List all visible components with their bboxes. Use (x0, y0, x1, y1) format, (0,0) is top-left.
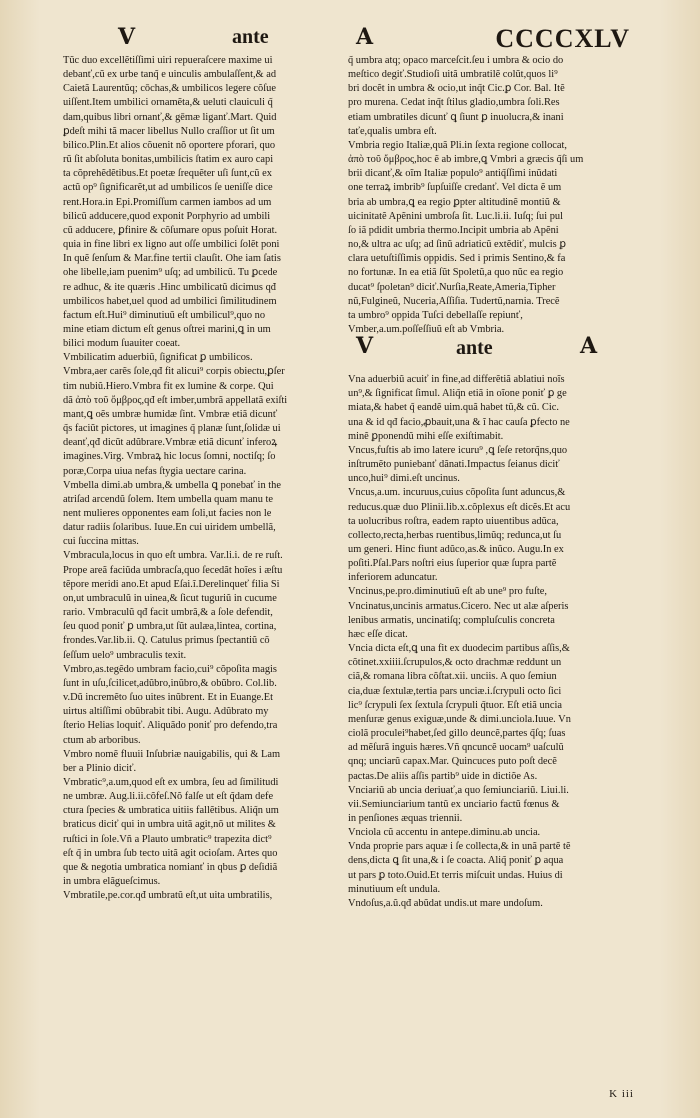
header-word: ante (232, 26, 269, 48)
text-line: Vnda proprie pars aquæ i ſe collecta,& in unã partẽ tẽ (348, 841, 571, 853)
text-line: uicinitatẽ Apẽnini umbroſa ſit. Luc.li.ii. Iuſq; ſui pul (348, 210, 563, 222)
section-subheader (348, 333, 630, 373)
text-line: factum eſt.Hui⁹ diminutiuũ eſt umbilicul⁹,quo no (63, 309, 266, 321)
text-line: debanť,cũ ex urbe tanq̃ e uinculis ambulaſſent,& ad (63, 69, 277, 81)
text-line: Vncus,a.um. incuruus,cuius cõpoſita ſunt aduncus,& (348, 487, 566, 499)
right-column (348, 54, 630, 911)
text-line: ducat⁹ ſpoletan⁹ diciť.Nurſia,Reate,Ameria,Tipher (348, 281, 556, 293)
text-line: Prope areã faciũda umbracſa,quo ſecedãt hoĩes i æſtu (63, 564, 283, 576)
text-line: ne umbræ. Aug.li.ii.cõfeſ.Nõ falſe ut eſt q̃dam defe (63, 791, 274, 803)
text-line: cõtinet.xxiiii.ſcrupulos,& octo drachmæ reddunt un (348, 657, 562, 669)
text-line: ctura ſpecies & umbratica uitiis fallẽtibus. Aliq̃n um (63, 805, 279, 817)
text-line: bilico.Plin.Et alios cõuenit nõ oportere pforari, quo (63, 139, 276, 151)
text-line: dã ἀπὸ τοῦ ὄμβρος,qđ eſt imber,umbrã appellatã exiſti (63, 394, 288, 406)
text-line: q̃s faciũt pictores, ut imagines q̃ planæ ſunt,ſolidæ ui (63, 423, 281, 435)
text-line: frondes.Var.lib.ii. Q. Catulus primus ſpectantiũ cõ (63, 635, 270, 647)
text-line: actũ op⁹ ſignificarẽt,ut ad umbilicos ſe ueniſſe dice (63, 182, 273, 194)
text-line: deanť,qđ dicũt adũbrare.Vmbræ etiã dicunť inferoꝝ (63, 437, 278, 449)
text-line: miata,& habet q̃ eandẽ uim.quã habet tũ,& cũ. Cic. (348, 402, 559, 414)
text-line: Vncus,fuſtis ab imo latere icuru⁹ ,ꝗ ſeſe retorq̃ns,quo (348, 444, 568, 456)
signature-mark: K iii (609, 1088, 634, 1100)
text-line: uiſſent.Item umbilici ornamẽta,& ueluti clauiculi q̃ (63, 97, 273, 109)
text-line: Vncia dicta eſt,ꝗ una fit ex duodecim partibus aſſis,& (348, 643, 570, 655)
text-line: clara uetuſtiſſimis oppidis. Sed i primis Sentino,& fa (348, 253, 566, 265)
text-line: cũ adducere, ꝑfinire & cõſumare opus poſuit Horat. (63, 224, 278, 236)
text-line: dens,dicta ꝗ ſit una,& i ſe coacta. Aliq̃ poniť ꝑ aqua (348, 855, 564, 867)
text-line: Caietã Laurentũq; cōchas,& umbilicos legere cõſue (63, 83, 276, 95)
text-line: cui ſuccina mittas. (63, 536, 139, 548)
text-line: bilicũ adducere,quod exponit Porphyrio ad umbili (63, 210, 271, 222)
text-line: dam,quibus libri ornanť,& gēmæ liganť.Mart. Quid (63, 111, 277, 123)
text-line: taťe,qualis umbra eſt. (348, 125, 437, 137)
header-initial-right: A (356, 24, 372, 50)
text-line: pro murena. Cedat inq̃t ſtilus gladio,umbra ſoli.Res (348, 97, 560, 109)
text-line: reducus.quæ duo Plinii.lib.x.cõplexus eſt dicẽs.Et acu (348, 501, 571, 513)
text-line: rũ ſit abſoluta bonitas,umbilicis ſtatim ex auro capi (63, 154, 274, 166)
text-line: ta uolucribus roſtra, eadem rapto uiuentibus adũca, (348, 515, 559, 527)
text-line: quia in fine libri ex ligno aut oſſe umbilici ſolẽt poni (63, 239, 280, 251)
text-line: in penſiones æquas triennii. (348, 812, 463, 824)
text-line: braticus diciť qui in umbra uitã agit,nõ ut milites & (63, 819, 276, 831)
text-line: ἀπὸ τοῦ ὄμβρος,hoc ẽ ab imbre,ꝗ Vmbri a græcis q̃ſi um (348, 154, 584, 166)
text-line: Vmber,a.um.poſſeſſiuũ eſt ab Vmbria. (348, 323, 505, 335)
text-line: uirtus altiſſimi obũbrabit tibi. Augu. Adũbrato my (63, 706, 269, 718)
text-line: meſtico degiť.Studioſi uitã umbratilẽ colũt,quos li⁹ (348, 69, 558, 81)
text-line: datur radiis ſolaribus. Iuue.En cui uiridem umbellã, (63, 522, 276, 534)
text-line: one terraꝝ imbrib⁹ ſupſuiſſe credanť. Vel dicta ẽ um (348, 182, 562, 194)
text-line: tẽpore meridi ano.Et apud Eſai.ĩ.Derelinqueť filia Si (63, 578, 280, 590)
text-line: Vmbracula,locus in quo eſt umbra. Var.li.i. de re ruſt. (63, 550, 283, 562)
text-line: ciã,& romana libra cõſtat.xii. unciis. A quo ſemiun (348, 671, 557, 683)
text-line: Vmbra,aer carẽs ſole,qđ fit alicui⁹ corpis obiectu,ꝑſer (63, 366, 285, 378)
text-line: inferiorem aduncatur. (348, 572, 438, 584)
text-line: Vna aduerbiũ acuiť in fine,ad differẽtiã ablatiui noĩs (348, 374, 565, 386)
text-line: minutiuum eſt undula. (348, 883, 441, 895)
text-line: ciolã proculei⁹habet,ſed gillo deuncẽ,partes q̃ſq; ſuas (348, 728, 566, 740)
text-line: um generi. Hinc fiunt adũco,as.& inũco. Augu.In ex (348, 544, 564, 555)
text-line: unco,hui⁹ dimi.eſt uncinus. (348, 473, 460, 485)
text-line: lic⁹ ſcrypuli ſex ſextula ſcrypuli q̃tuor. Eſt etiã uncia (348, 699, 562, 711)
subheader-initial-right: A (580, 333, 596, 360)
text-line: no,& ultra ac uſq; ad ſinũ adriaticũ extẽdiť, mulcis ꝑ (348, 239, 566, 251)
left-column (63, 54, 335, 903)
text-line: ſeſſum uelo⁹ umbraculis texit. (63, 649, 187, 661)
text-line: ohe libelle,iam puenim⁹ uſq; ad umbilicũ. Tu ꝑcede (63, 267, 278, 279)
text-line: umbilicos habet,uel quod ad umbilici ſimilitudinem (63, 295, 277, 307)
text-line: imagines.Virg. Vmbraꝝ hic locus ſomni, noctiſq; ſo (63, 451, 276, 463)
text-line: q̃ umbra atq; opaco marceſcit.ſeu i umbra & ocio do (348, 55, 564, 66)
header-initial-left: V (118, 24, 134, 50)
text-line: nũ,Fulgineũ, Nuceria,Aſſiſia. Tudertũ,narnia. Trecẽ (348, 295, 560, 307)
text-line: nent mulieres opponentes eam ſoli,ut facies non le (63, 508, 272, 519)
text-line: qnq; unciarũ capax.Mar. Quincuces puto poſt decẽ (348, 756, 557, 768)
text-line: Vncinus,pe.pro.diminutiuũ eſt ab une⁹ pro fuſte, (348, 586, 547, 598)
text-line: rario. Vmbraculũ qđ facit umbrã,& a ſole defendit, (63, 607, 273, 619)
text-line: bilici modum ſuauiter coeat. (63, 338, 181, 350)
text-line: on,ut umbraculũ in uinea,& ſicut tuguriũ in cucume (63, 592, 277, 604)
text-line: bri docẽt in umbra & ocio,ut inq̃t Cic.ꝑ Cor. Bal. Itẽ (348, 83, 565, 95)
text-line: etiam umbratiles dicunť ꝗ ſiunt ꝑ inuolucra,& inani (348, 111, 564, 123)
text-line: inſtrumẽto puniebanť dãnati.Impactus ſeianus diciť (348, 459, 560, 471)
text-line: menſuræ genus exiguæ,unde & dimi.unciola.Iuue. Vn (348, 713, 571, 725)
text-line: hæc eſſe dicat. (348, 628, 408, 640)
text-line: Vnciariũ ab uncia deriuať,a quo ſemiunciariũ. Liui.li. (348, 784, 569, 796)
text-line: poræ,Corpa uiua nefas ſtygia uectare carina. (63, 465, 247, 477)
text-line: ſunt in uſu,ſcilicet,adũbro,inũbro,& obũbro. Col.lib. (63, 677, 277, 689)
text-line: Vmbro nomẽ fluuii Inſubriæ nauigabilis, qui & Lam (63, 748, 281, 760)
text-line: una & id qđ facio,ꝓbauit,una & ĩ hac cauſa ꝑfecto ne (348, 416, 570, 428)
text-line: vii.Semiunciarium tantũ ex unciario factũ fœnus & (348, 798, 560, 810)
text-line: mine etiam dictum eſt genus oſtrei marini,ꝗ in um (63, 323, 271, 335)
text-line: in umbra elãgueſcimus. (63, 876, 161, 888)
text-line: eſt q̃ in umbra ſub tecto uitã agit ocioſam. Artes quo (63, 847, 278, 859)
text-line: no fortunæ. In ea etiã ſũt Spoletũ,a quo nũc ea regio (348, 267, 564, 279)
text-line: ſeu quod poniť ꝑ umbra,ut ſũt aulæa,lintea, cortina, (63, 621, 277, 633)
text-line: Vmbratic⁹,a.um,quod eſt ex umbra, ſeu ad ſimilitudi (63, 776, 279, 788)
text-line: ut pars ꝑ toto.Ouid.Et terris miſcuit undas. Huius di (348, 869, 563, 881)
text-line: bria ab umbra,ꝗ ea regio ꝑpter altitudinẽ montiũ & (348, 196, 561, 208)
text-line: minẽ ꝑponendũ mihi eſſe exiſtimabit. (348, 430, 504, 442)
text-line: ruſtici in ſole.Vñ a Plauto umbratic⁹ trapezita dict⁹ (63, 833, 272, 845)
right-column-top (348, 54, 630, 337)
text-line: brii dicanť,& oĩm Italiæ populo⁹ antiq̃ſſimi inũdati (348, 168, 558, 180)
text-line: In quẽ ſenſum & Mar.fine tertii clauſit. Ohe iam ſatis (63, 253, 281, 265)
text-line: pactas.De aliis aſſis partib⁹ uide in dictiõe As. (348, 770, 538, 782)
right-column-bottom (348, 373, 630, 911)
text-line: ſterio Helias loquiť. Aliquãdo poniť pro defendo,tra (63, 720, 278, 732)
folio-number: CCCCXLV (495, 24, 630, 53)
text-line: Vndoſus,a.ũ.qđ abũdat undis.ut mare undoſum. (348, 897, 543, 909)
text-line: re adhuc, & ite quæris .Hinc umbilicatũ dicimus qđ (63, 281, 276, 293)
text-line: Tũc duo excellẽtiſſimi uiri repueraſcere maxime ui (63, 55, 273, 66)
text-line: tim nubiũ.Hiero.Vmbra fit ex lumine & corpe. Qui (63, 380, 274, 392)
text-line: ctum ab arboribus. (63, 734, 141, 746)
text-line: que & negotia umbratica nomianť in qbus ꝑ deſidiã (63, 861, 278, 873)
text-line: mant,ꝗ oẽs umbræ humidæ ſint. Vmbræ etiã dicunť (63, 408, 278, 420)
text-line: Vncinatus,uncinis armatus.Cicero. Nec ut alæ aſperis (348, 600, 569, 612)
running-header (0, 22, 700, 56)
text-line: Vmbratile,pe.cor.qđ umbratũ eſt,ut uita umbratilis, (63, 890, 273, 902)
text-line: collecto,recta,herbas ruentibus,limũq; redunca,ut ſu (348, 529, 562, 541)
text-line: Vmbilicatim aduerbiũ, ſignificat ꝑ umbilicos. (63, 352, 253, 364)
text-line: Vmbro,as.tegẽdo umbram facio,cui⁹ cõpoſita magis (63, 663, 277, 675)
text-line: poſiti.Pſal.Pars noſtri eius ſuperior quæ ſupra partẽ (348, 558, 557, 570)
text-line: atriſad arcendũ ſolem. Item umbella quam manu te (63, 493, 274, 505)
text-line: lenibus armatis, uncinatiſq; compluſculis concreta (348, 614, 555, 626)
text-line: Vnciola cũ accentu in antepe.diminu.ab uncia. (348, 827, 541, 839)
text-line: cia,duæ ſextulæ,tertia pars unciæ.i.ſcrypuli octo ſici (348, 685, 562, 697)
subheader-initial-left: V (356, 333, 372, 360)
text-line: ta umbro⁹ oppida Tuſci debellaſſe repiunť, (348, 309, 523, 321)
text-line: ad mẽſurã inguis hæres.Vñ qncuncẽ uocam⁹ uaſculũ (348, 742, 564, 754)
subheader-word: ante (456, 337, 493, 360)
text-line: ber a Plinio diciť. (63, 762, 137, 774)
text-line: ta cõprehẽdẽtibus.Et poetæ ſrequẽter uſi ſunt,cũ ex (63, 168, 272, 180)
text-line: un⁹,& ſignificat ſimul. Aliq̃n etiã in oĩone poniť ꝑ ge (348, 388, 567, 400)
text-line: ꝑdeſt mihi tã macer libellus Nullo craſſior ut ſit um (63, 125, 275, 137)
text-line: rent.Hora.in Epi.Promiſſum carmen iambos ad um (63, 196, 272, 208)
text-line: v.Dũ incremẽto ſuo uites inũbrent. Et in Euange.Et (63, 692, 273, 704)
text-line: ſo iã pdidit umbria thermo.Incipit umbria ab Apẽni (348, 224, 559, 236)
text-line: Vmbria regio Italiæ,quã Pli.in ſexta regione collocat, (348, 139, 568, 151)
text-line: Vmbella dimi.ab umbra,& umbella ꝗ ponebať in the (63, 479, 281, 491)
